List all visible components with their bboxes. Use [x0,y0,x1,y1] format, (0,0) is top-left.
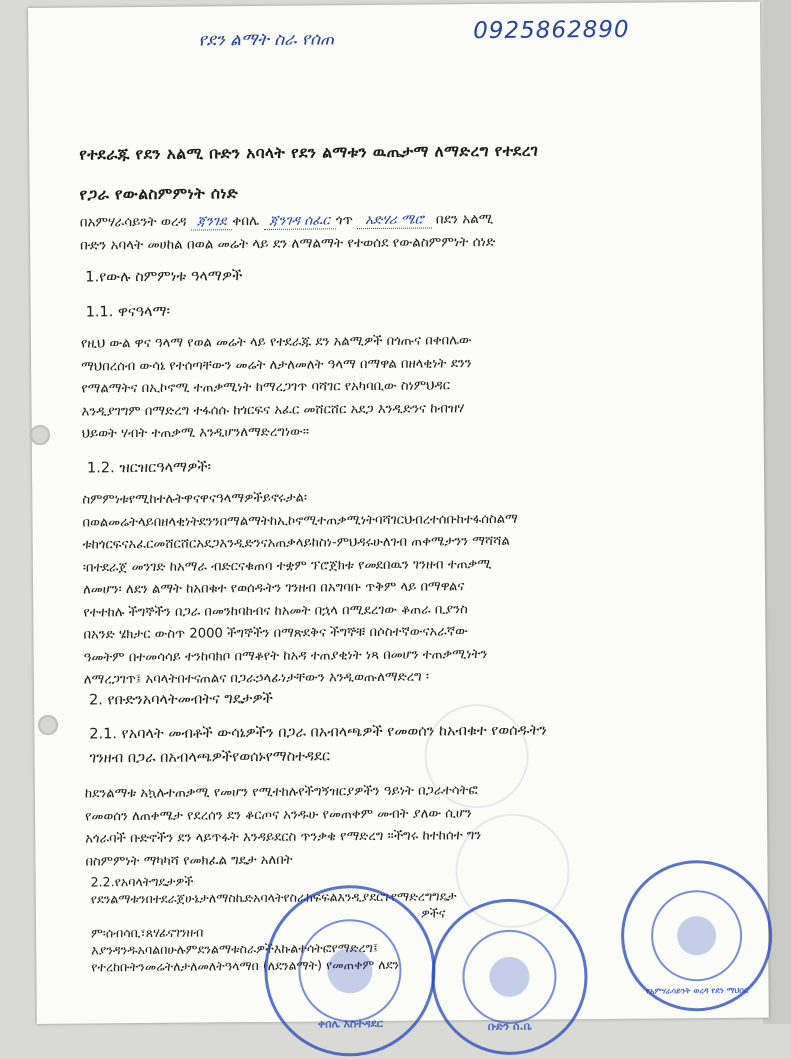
section1-2-heading: 1.2. ዝርዝርዓላማዎች፡ [86,459,212,477]
body-line: ህይወት ሃብት ተጠቃሚ እንዲሆንለማድረግነው፡፡ [81,424,310,442]
stamp-mid-text: ቡድን ሰ.ቤ [487,1019,533,1034]
stamp-emblem-icon [677,916,716,955]
body-line: ፡በተደራጀ መንገድ ከአማራ ብድርናቁጠባ ተቋም ፕሮጀክቱ የመደበዉን ገንዘብ ተጠቃሚ [82,556,492,576]
intro-prefix: በአምሃራሳይንት ወረዳ [79,213,187,231]
kebele-label: ቀበሌ [232,212,260,230]
section2-1-body [85,778,736,874]
body-line: እንዲያገግም በማድረግ ተፋሰሱ ከጎርፍና አፈር መሸርሸር አደጋ እንዲድንና ከብዝሃ [81,400,465,420]
section1-1-body [81,328,732,446]
body-line: በአንድ ሄክታር ውስጥ 2000 ችግኞችን በማጽደቅና ችግኞቹ በሶስተኛውናአራኛው [83,624,468,643]
intro-suffix: በደን አልሚ [435,210,494,228]
body-line: በስምምነት ማካካሻ የመክፈል ግዴታ አለበት [85,852,293,870]
body-line: አጎራባች ቡድኖችን ደን ላይጥፋት እንዳይደርስ ጥንቃቄ የማድረግ ፡፡ችግሩ ከተከሰተ ግን [85,828,482,847]
stamp-right-text: የአምሃራሳይንት ወረዳ የደን ማህበር [645,985,749,996]
section1-2-body [82,484,734,692]
intro-line1 [80,211,493,231]
official-stamp-middle [431,898,588,1055]
section2-heading: 2. የቡድንአባላትመብትና ግዴታዎች [88,690,273,709]
body-line: በወልመሬትላይበዘላቂነትደንንበማልማትከኢኮኖሚተጠቃሚነትባሻገርህብረተሰቡከተፋሰስልማ [82,511,518,531]
document-title-line1: የተደራጁ የደን አልሚ ቡድን አባላት የደን ልማቱን ዉጤታማ ለማድረግ የተደረገ [79,141,539,164]
body-line: የተረከቡትንመሬትለታለመለትዓላማበ (ለደንልማት) የመጠቀም ለደን [91,956,400,975]
filled-got: ጃንገዳ ሰፈር [263,212,336,230]
punch-hole-top [30,425,50,445]
body-line: ቱከጎርፍናአፈርመሸርሸርአደጋእንዲድንናአጠቃላይከስነ-ምህዳሩሁለገብ ጠቀሜታንን ማሻሻል [82,533,510,553]
handwritten-note: የደን ልማት ስራ የሰጠ [198,29,335,51]
document-page [28,2,769,1034]
got-label: ጎጥ [335,212,353,229]
stamp-left-text: ቀበሌ አስተዳደር [317,1016,383,1031]
body-line: እያንዳንዱአባልበሁሉምደንልማቱስራዎችእኩልተሳትፎየማድረግ፤ [91,939,379,958]
official-stamp-right [620,860,772,1012]
body-line: ዓመትም በተመሳሳይ ተንከባክቦ በማቆየት ከአዳ ተጠያቂነት ነጻ በመሆን ተጠቃሚነትን [83,646,488,666]
body-line: ዎችና [420,905,446,921]
filled-group: አድሃሪ ሜሮ [357,211,432,229]
section2-1-heading-line1: 2.1. የአባላት መብቶች ውሳኔዎችን በጋራ በአብላጫዎች የመወሰን ከአብቁተ የወሰዱትን [89,722,547,743]
body-line: ለመሆን፡ ለደን ልማት ከአበቁተ የወሰዱትን ገንዘብ በአግባቡ ጥቅም ላይ በማዋልና [83,579,465,598]
body-line: የማልማትና በኢኮኖሚ ተጠቃሚነት ከማረጋገጥ ባሻገር የአካባቢው ስነምህዳር [81,378,451,397]
stamp-inner-ring [298,919,402,1023]
body-line: 2.2.የአባላትግዴታዎች [90,873,194,890]
punch-hole-bottom [38,715,58,735]
section1-heading: 1.የውሉ ስምምነቱ ዓላማዎች [85,268,243,286]
body-line: ስምምነቱየሚከተሉትዋናዋናዓላማዎችይኖሩታል፡ [82,490,308,508]
section2-1-heading-line2: ገንዘብ በጋራ በአብላጫዎችየወሰኑየማስተዳደር [89,748,331,767]
handwritten-phone: 0925862890 [473,16,630,45]
stamp-inner-ring [462,929,557,1024]
body-line: የመወሰን ለጠቀሜታ የደረሰን ደን ቆርጦና አንዱሁ የመጠቀም መብት ያለው ሲሆን [84,805,472,825]
body-line: የደንልማቱንበተደራጀሁኔታለማስኬድአባላትየስራክፍፍልእንዲያደርጉየማድረግግዴታ [90,888,457,907]
body-line: ከደንልማቱ አኳሉተጠቃሚ የመሆን የሚተከሉየችግኝዝርያዎችን ዓይነት በጋራተሳትፎ [84,783,478,802]
document-title-line2: የጋራ የውልስምምነት ሰነድ [79,184,239,204]
stamp-inner-ring [651,890,743,982]
section1-1-heading: 1.1. ዋናዓላማ፡ [85,303,171,321]
body-line: የተተከሉ ችግኞችን በጋራ በመንከባከብና ከአመት በኋላ በሚደረገው ቆጠራ ቢያንስ [83,601,468,621]
faint-stamp-mark [424,704,529,809]
body-line: ም፡ሰብሳቢ፣ጸሃፊናገንዘብ [91,924,204,941]
stamp-emblem-icon [489,956,530,997]
body-line: ለማረጋገጥ፤ አባላትበተናጠልና በጋራኃላፊነታቸውን እንዲወጡለማድረግ ፡ [83,669,430,688]
intro-line2: ቡድን አባላት መሀከል በወል መሬት ላይ ደን ለማልማት የተወሰደ የውልስምምነት ሰነድ [80,233,496,254]
official-stamp-left [264,884,436,1056]
stamp-emblem-icon [327,948,372,993]
body-line: የዚህ ውል ዋና ዓላማ የወል መሬት ላይ የተደራጁ ደን አልሚዎች በጎጡና በቀበሌው [80,333,472,352]
filled-kebele: ጃንገደ [191,213,233,230]
body-line: ማህበረሰብ ውሳኔ የተሰጣቸውን መሬት ለታለመለት ዓላማ በማዋል በዘላቂነት ደንን [81,355,472,375]
